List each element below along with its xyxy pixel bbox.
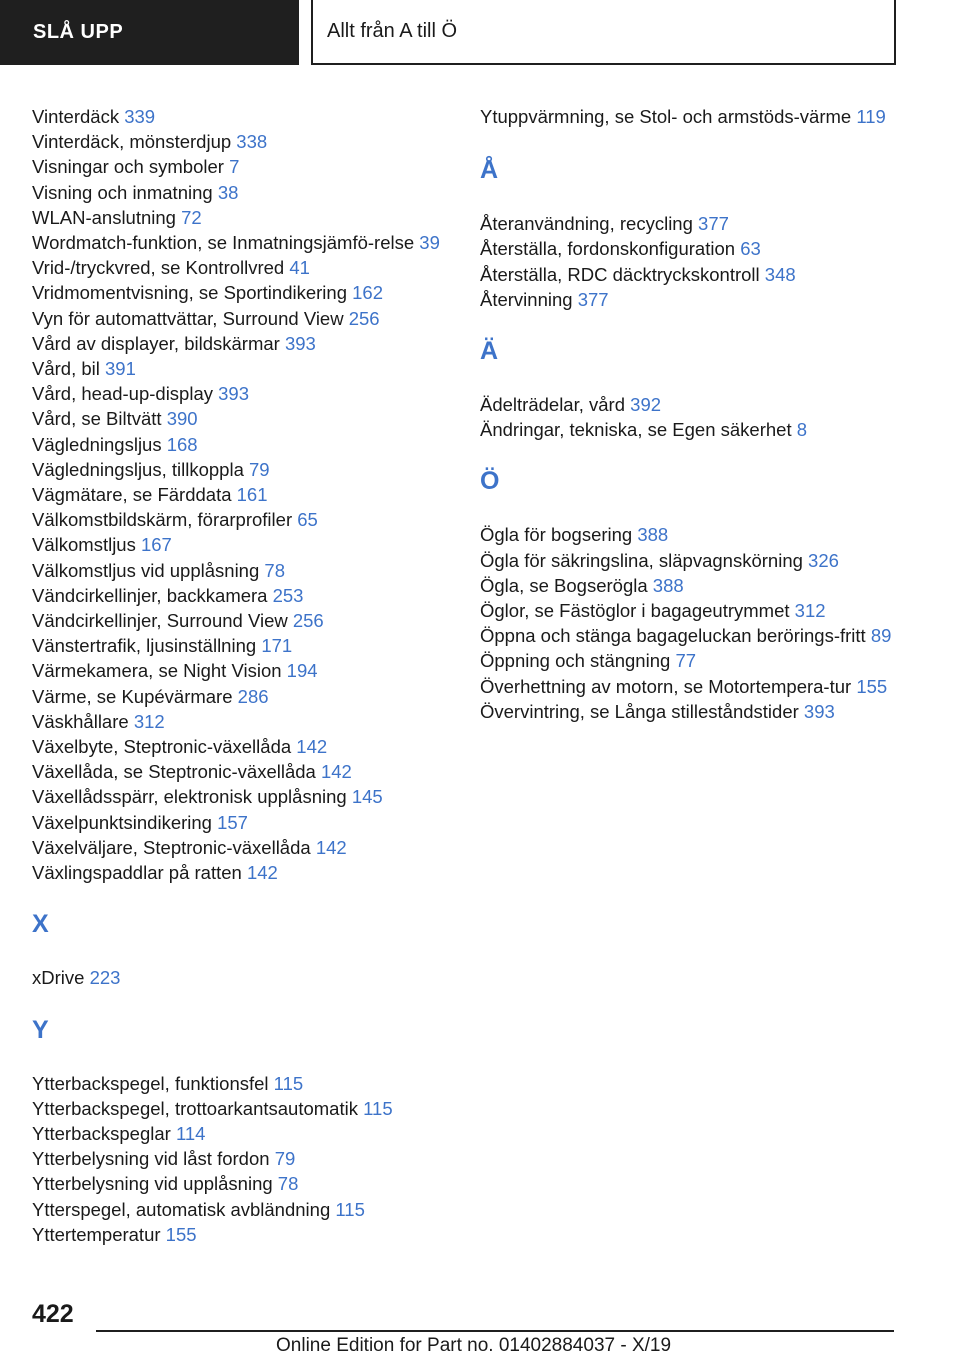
entry-group-y-continued [480,104,920,129]
index-page-link[interactable]: 41 [289,257,310,279]
index-entry-text: Vård, se Biltvätt [32,408,162,430]
index-entry [32,558,452,583]
index-entry [480,674,920,699]
index-page-link[interactable]: 326 [808,549,839,571]
index-entry [480,287,920,312]
index-page-link[interactable]: 115 [273,1072,304,1094]
index-page-link[interactable]: 78 [264,559,285,581]
index-entry-text: Växellåda, se Steptronic-växellåda [32,761,316,783]
index-entry [32,205,452,230]
index-entry [32,381,452,406]
index-entry-text: Visning och inmatning [32,181,213,203]
index-entry-text: Öglor, se Fästöglor i bagageutrymmet [480,600,790,622]
index-entry [32,255,452,280]
index-entry [32,734,452,759]
index-page-link[interactable]: 256 [292,610,324,632]
index-page-link[interactable]: 286 [237,685,269,707]
index-entry [32,835,452,860]
index-page-link[interactable]: 119 [856,106,886,127]
index-entry-text: Öppna och stänga bagageluckan berörings‐fritt [480,625,866,647]
index-entry-text: Yttertemperatur [32,1223,161,1245]
index-entry-text: Väskhållare [32,710,129,732]
index-entry-text: Ögla för bogsering [480,524,633,546]
index-entry-text: Vinterdäck [32,106,120,127]
index-entry-text: Ytterbelysning vid upplåsning [32,1173,273,1195]
index-entry [32,784,452,809]
index-page-link[interactable]: 338 [236,131,268,153]
index-page-link[interactable]: 339 [124,106,156,127]
index-entry [32,1222,452,1247]
index-entry-text: Ytterbackspegel, trottoarkantsautomatik [32,1097,358,1119]
index-entry-text: Återställa, fordonskonfiguration [480,238,736,260]
index-entry-text: Växellådsspärr, elektronisk upplåsning [32,786,347,808]
index-entry [480,392,920,417]
index-entry [480,548,920,573]
index-entry-text: Värme, se Kupévärmare [32,685,233,707]
index-entry-text: Vägledningsljus [32,433,162,455]
index-entry [32,583,452,608]
index-entry-text: Vändcirkellinjer, backkamera [32,584,268,606]
index-entry-text: Vyn för automattvättar, Surround View [32,307,344,329]
index-page-link[interactable]: 393 [284,332,316,354]
index-entry [32,965,452,990]
index-page-link[interactable]: 77 [675,650,697,672]
index-entry [32,1071,452,1096]
index-entry-text: Återvinning [480,288,573,310]
index-page-link[interactable]: 78 [277,1173,299,1195]
index-entry [32,1171,452,1196]
index-entry-text: Öppning och stängning [480,650,671,672]
index-entry-text: Ytterbelysning vid låst fordon [32,1148,270,1170]
index-entry [32,180,452,205]
index-page-link[interactable]: 142 [246,862,278,884]
index-entry-text: xDrive [32,967,85,989]
index-entry-text: Vägledningsljus, tillkoppla [32,458,244,480]
index-entry [480,262,920,287]
index-entry-text: Ytuppvärmning, se Stol- och armstöds‐värme [480,106,852,127]
index-entry [32,1197,452,1222]
index-entry [480,573,920,598]
index-page-link[interactable]: 145 [351,786,383,808]
index-entry-text: Vägmätare, se Färddata [32,484,232,506]
top-navigation [0,0,960,66]
index-entry-text: Ögla för säkringslina, släpvagnskörning [480,549,803,571]
index-entry [32,129,452,154]
index-entry [480,623,920,648]
index-entry [32,1096,452,1121]
index-entry [32,633,452,658]
index-entry-text: Vändcirkellinjer, Surround View [32,610,288,632]
index-entry [32,810,452,835]
entry-group-oe [480,522,920,724]
index-entry-text: Växelpunktsindikering [32,811,212,833]
index-page-link[interactable]: 142 [296,736,328,758]
index-entry [32,356,452,381]
index-entry [32,230,452,255]
index-page-link[interactable]: 89 [870,625,892,647]
index-page-link[interactable]: 388 [637,524,669,546]
page-number: 422 [32,1300,74,1328]
entry-group-ae [480,392,920,442]
index-entry [480,211,920,236]
index-entry [32,608,452,633]
index-column-left [32,104,452,1247]
index-entry [32,406,452,431]
index-entry-text: Växelväljare, Steptronic-växellåda [32,836,311,858]
index-page-link[interactable]: 171 [261,635,293,657]
index-entry-text: Ytterbackspeglar [32,1122,171,1144]
section-title-tab[interactable]: Allt från A till Ö [311,0,896,65]
index-entry-text: Vård, head-up-display [32,383,213,405]
index-entry-text: Ögla, se Bogserögla [480,574,648,596]
index-page-link[interactable]: 168 [166,433,198,455]
index-page-link[interactable]: 388 [652,574,684,596]
index-page-link[interactable]: 63 [740,238,761,260]
index-entry-text: Vård, bil [32,358,100,380]
index-entry [32,759,452,784]
index-entry-text: Ädelträdelar, vård [480,394,626,416]
index-entry-text: Växelbyte, Steptronic-växellåda [32,736,292,758]
index-page-link[interactable]: 312 [133,710,165,732]
index-entry-text: Ändringar, tekniska, se Egen säkerhet [480,419,792,441]
index-entry-text: Återanvändning, recycling [480,213,693,235]
index-page-link[interactable]: 79 [249,458,270,480]
index-entry [32,331,452,356]
index-page-link[interactable]: 223 [89,967,121,989]
index-page-link[interactable]: 253 [272,584,304,606]
entry-group-aa [480,211,920,312]
index-entry-text: WLAN-anslutning [32,206,176,228]
index-entry-text: Välkomstbildskärm, förarprofiler [32,509,293,531]
index-entry [32,280,452,305]
index-entry [480,417,920,442]
index-entry-text: Ytterbackspegel, funktionsfel [32,1072,269,1094]
index-letter-y: Y [32,1015,49,1044]
index-entry [480,236,920,261]
index-entry [32,860,452,885]
index-page-link[interactable]: 38 [217,181,239,203]
index-page-link[interactable]: 390 [166,408,198,430]
index-entry-text: Välkomstljus [32,534,136,556]
index-entry-text: Vård av displayer, bildskärmar [32,332,280,354]
index-page-link[interactable]: 39 [419,232,440,254]
index-entry [32,709,452,734]
index-letter-x: X [32,910,49,939]
index-page-link[interactable]: 79 [274,1148,296,1170]
index-letter-oe: Ö [480,467,500,496]
index-entry [32,482,452,507]
index-entry [480,598,920,623]
index-letter-ae: Ä [480,337,499,366]
index-entry [32,306,452,331]
index-entry [480,699,920,724]
index-entry [32,1121,452,1146]
index-page-link[interactable]: 161 [236,484,268,506]
index-page-link[interactable]: 393 [218,383,250,405]
index-page-link[interactable]: 391 [105,358,136,380]
index-entry [32,432,452,457]
nav-tab-look-up[interactable]: SLÅ UPP [0,0,299,65]
index-page-link[interactable]: 312 [794,600,826,622]
index-entry [32,104,452,129]
index-page-link[interactable]: 155 [165,1223,197,1245]
index-page-link[interactable]: 167 [140,534,172,556]
index-page-link[interactable]: 194 [286,660,318,682]
index-page-link[interactable]: 142 [320,761,352,783]
index-entry-text: Återställa, RDC däcktryckskontroll [480,263,760,285]
index-entry-text: Ytterspegel, automatisk avbländning [32,1198,331,1220]
index-entry-text: Vrid-/tryckvred, se Kontrollvred [32,257,285,279]
index-entry-text: Wordmatch-funktion, se Inmatningsjämfö‐relse [32,232,415,254]
index-entry [32,684,452,709]
index-page-link[interactable]: 393 [803,700,835,722]
index-entry [480,104,920,129]
index-page-link[interactable]: 65 [297,509,318,531]
index-entry-text: Överhettning av motorn, se Motortempera‐tur [480,675,852,697]
index-page-link[interactable]: 115 [363,1097,393,1119]
index-column-right [480,104,920,724]
index-letter-aa: Å [480,156,499,185]
index-entry-text: Vridmomentvisning, se Sportindikering [32,282,347,304]
index-page-link[interactable]: 157 [217,811,248,833]
index-entry [32,532,452,557]
index-page-link[interactable]: 392 [630,394,662,416]
index-entry-text: Vänstertrafik, ljusinställning [32,635,257,657]
index-page-link[interactable]: 8 [796,419,808,441]
index-entry [32,507,452,532]
index-entry [32,658,452,683]
index-entry-text: Visningar och symboler [32,156,224,178]
index-entry [32,1146,452,1171]
index-entry [480,522,920,547]
index-entry-text: Övervintring, se Långa stilleståndstider [480,700,799,722]
index-entry [32,457,452,482]
index-page-link[interactable]: 348 [764,263,796,285]
index-entry [480,648,920,673]
footer-edition-text: Online Edition for Part no. 01402884037 - X/19 [276,1335,672,1356]
index-page-link[interactable]: 114 [175,1122,206,1144]
index-page-link[interactable]: 162 [352,282,384,304]
entry-group-x [32,965,452,990]
entry-group-v [32,104,452,885]
index-entry-text: Vinterdäck, mönsterdjup [32,131,232,153]
index-page-link[interactable]: 256 [348,307,380,329]
index-page-link[interactable]: 377 [577,288,609,310]
index-page-link[interactable]: 155 [856,675,888,697]
entry-group-y [32,1071,452,1247]
index-page-link[interactable]: 142 [315,836,347,858]
index-entry-text: Växlingspaddlar på ratten [32,862,242,884]
footer-divider [96,1330,894,1332]
index-page-link[interactable]: 7 [229,156,240,178]
index-page-link[interactable]: 72 [181,206,202,228]
index-entry [32,154,452,179]
index-page-link[interactable]: 377 [698,213,729,235]
index-entry-text: Värmekamera, se Night Vision [32,660,282,682]
index-entry-text: Välkomstljus vid upplåsning [32,559,260,581]
index-page-link[interactable]: 115 [335,1198,365,1220]
